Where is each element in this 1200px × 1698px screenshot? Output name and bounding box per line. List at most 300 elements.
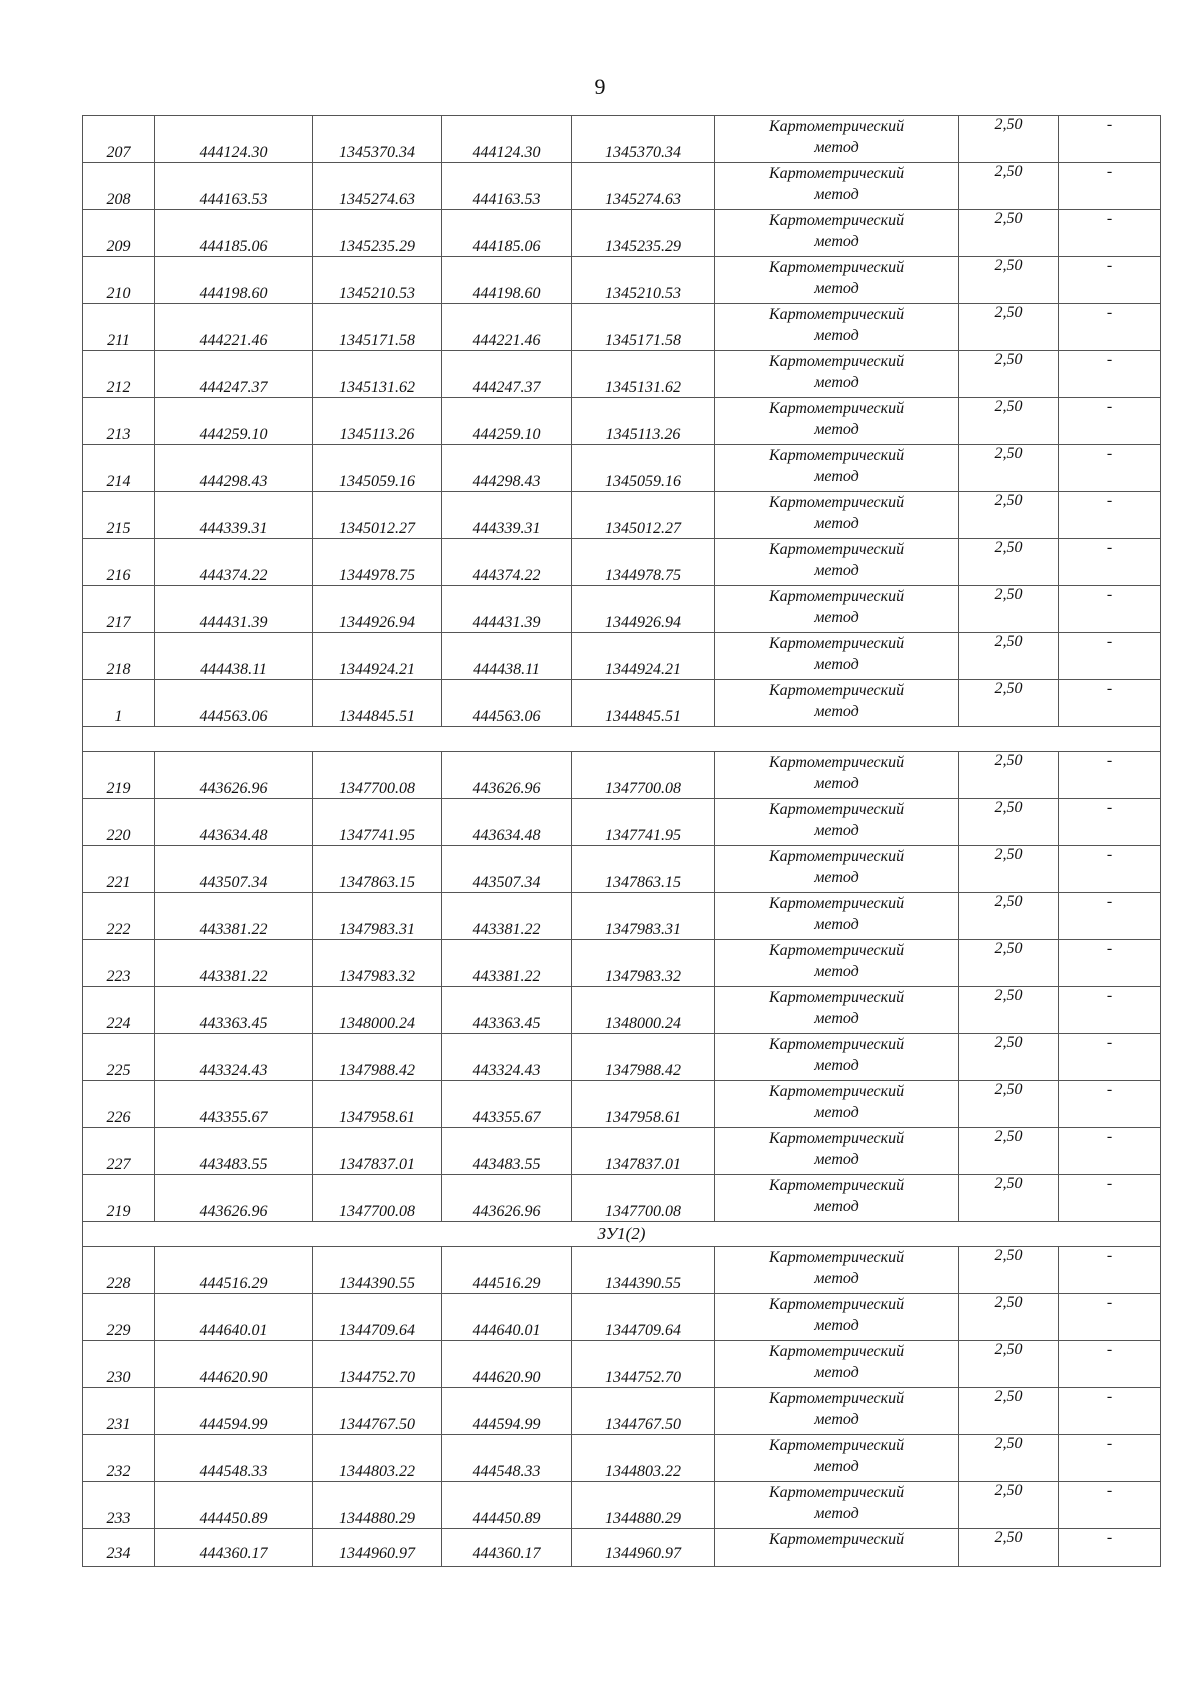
point-number-cell: 219: [83, 1175, 155, 1222]
y-new-cell: 1347700.08: [572, 1175, 715, 1222]
x-existing-cell: 444620.90: [155, 1341, 313, 1388]
accuracy-cell: 2,50: [959, 163, 1059, 210]
note-cell: -: [1059, 987, 1161, 1034]
y-new-cell: 1347958.61: [572, 1081, 715, 1128]
table-row: [83, 1175, 1161, 1222]
accuracy-cell: 2,50: [959, 846, 1059, 893]
method-line-1: Картометрический: [768, 212, 905, 229]
y-new-cell: 1344960.97: [572, 1529, 715, 1567]
method-line-2: метод: [814, 609, 859, 626]
note-cell: -: [1059, 1128, 1161, 1175]
x-new-cell: 444640.01: [442, 1294, 572, 1341]
point-number-cell: 210: [83, 257, 155, 304]
point-number-cell: 211: [83, 304, 155, 351]
table-row: [83, 799, 1161, 846]
method-line-2: метод: [814, 374, 859, 391]
x-new-cell: 444563.06: [442, 680, 572, 727]
accuracy-cell: 2,50: [959, 304, 1059, 351]
method-cell: [715, 893, 959, 940]
x-new-cell: 443483.55: [442, 1128, 572, 1175]
x-existing-cell: 444124.30: [155, 116, 313, 163]
point-number-cell: 215: [83, 492, 155, 539]
point-number-cell: 207: [83, 116, 155, 163]
method-cell: [715, 210, 959, 257]
method-line-2: метод: [814, 327, 859, 344]
table-row: [83, 445, 1161, 492]
table-row: [83, 1388, 1161, 1435]
note-cell: -: [1059, 351, 1161, 398]
note-cell: -: [1059, 1341, 1161, 1388]
accuracy-cell: 2,50: [959, 987, 1059, 1034]
x-new-cell: 443324.43: [442, 1034, 572, 1081]
y-existing-cell: 1344978.75: [313, 539, 442, 586]
note-cell: -: [1059, 680, 1161, 727]
table-row: [83, 1529, 1161, 1567]
x-new-cell: 443626.96: [442, 752, 572, 799]
accuracy-cell: 2,50: [959, 1388, 1059, 1435]
method-line-2: метод: [814, 1104, 859, 1121]
x-existing-cell: 443381.22: [155, 893, 313, 940]
y-new-cell: 1347988.42: [572, 1034, 715, 1081]
table-row: [83, 116, 1161, 163]
method-line-2: метод: [814, 562, 859, 579]
section-header-row-cell: ЗУ1(2): [83, 1222, 1161, 1247]
method-cell: [715, 680, 959, 727]
y-existing-cell: 1345274.63: [313, 163, 442, 210]
table-row: [83, 987, 1161, 1034]
note-cell: -: [1059, 1294, 1161, 1341]
method-line-2: метод: [814, 139, 859, 156]
method-line-1: Картометрический: [768, 1437, 905, 1454]
y-existing-cell: 1345012.27: [313, 492, 442, 539]
accuracy-cell: 2,50: [959, 799, 1059, 846]
method-line-1: Картометрический: [768, 989, 905, 1006]
y-new-cell: 1347837.01: [572, 1128, 715, 1175]
table-row: [83, 1435, 1161, 1482]
method-line-1: Картометрический: [768, 1083, 905, 1100]
table-row: [83, 1247, 1161, 1294]
note-cell: -: [1059, 1081, 1161, 1128]
note-cell: -: [1059, 492, 1161, 539]
y-existing-cell: 1347837.01: [313, 1128, 442, 1175]
y-new-cell: 1347741.95: [572, 799, 715, 846]
x-new-cell: 443381.22: [442, 893, 572, 940]
point-number-cell: 226: [83, 1081, 155, 1128]
x-existing-cell: 444247.37: [155, 351, 313, 398]
accuracy-cell: 2,50: [959, 1529, 1059, 1567]
y-existing-cell: 1345113.26: [313, 398, 442, 445]
y-new-cell: 1345210.53: [572, 257, 715, 304]
method-cell: [715, 398, 959, 445]
method-line-1: Картометрический: [768, 165, 905, 182]
accuracy-cell: 2,50: [959, 210, 1059, 257]
y-new-cell: 1344767.50: [572, 1388, 715, 1435]
x-new-cell: 444620.90: [442, 1341, 572, 1388]
y-new-cell: 1345235.29: [572, 210, 715, 257]
point-number-cell: 1: [83, 680, 155, 727]
accuracy-cell: 2,50: [959, 257, 1059, 304]
y-existing-cell: 1344767.50: [313, 1388, 442, 1435]
point-number-cell: 217: [83, 586, 155, 633]
method-cell: [715, 1081, 959, 1128]
note-cell: -: [1059, 1482, 1161, 1529]
method-line-2: метод: [814, 1411, 859, 1428]
table-row: [83, 1294, 1161, 1341]
method-line-2: метод: [814, 1010, 859, 1027]
note-cell: -: [1059, 799, 1161, 846]
method-cell: [715, 1529, 959, 1567]
point-number-cell: 225: [83, 1034, 155, 1081]
method-cell: [715, 633, 959, 680]
y-existing-cell: 1345370.34: [313, 116, 442, 163]
accuracy-cell: 2,50: [959, 398, 1059, 445]
x-existing-cell: 443483.55: [155, 1128, 313, 1175]
method-line-1: Картометрический: [768, 306, 905, 323]
x-new-cell: 443626.96: [442, 1175, 572, 1222]
method-line-2: метод: [814, 1458, 859, 1475]
table-row: [83, 351, 1161, 398]
method-line-1: Картометрический: [768, 447, 905, 464]
y-new-cell: 1344924.21: [572, 633, 715, 680]
method-line-1: Картометрический: [768, 848, 905, 865]
y-new-cell: 1345113.26: [572, 398, 715, 445]
method-cell: [715, 163, 959, 210]
method-line-1: Картометрический: [768, 118, 905, 135]
method-cell: [715, 1128, 959, 1175]
table-row: [83, 1034, 1161, 1081]
point-number-cell: 224: [83, 987, 155, 1034]
method-cell: [715, 1294, 959, 1341]
method-line-2: метод: [814, 1198, 859, 1215]
accuracy-cell: 2,50: [959, 1294, 1059, 1341]
point-number-cell: 218: [83, 633, 155, 680]
x-existing-cell: 444431.39: [155, 586, 313, 633]
accuracy-cell: 2,50: [959, 539, 1059, 586]
x-existing-cell: 444548.33: [155, 1435, 313, 1482]
method-line-1: Картометрический: [768, 1484, 905, 1501]
method-line-1: Картометрический: [768, 1390, 905, 1407]
method-cell: [715, 304, 959, 351]
method-line-2: метод: [814, 963, 859, 980]
method-line-2: метод: [814, 1270, 859, 1287]
table-row: [83, 539, 1161, 586]
note-cell: -: [1059, 257, 1161, 304]
y-existing-cell: 1347988.42: [313, 1034, 442, 1081]
point-number-cell: 221: [83, 846, 155, 893]
y-existing-cell: 1344709.64: [313, 1294, 442, 1341]
y-new-cell: 1345131.62: [572, 351, 715, 398]
method-cell: [715, 1388, 959, 1435]
table-row: [83, 1081, 1161, 1128]
page-number: 9: [594, 74, 606, 99]
method-line-1: Картометрический: [768, 400, 905, 417]
point-number-cell: 230: [83, 1341, 155, 1388]
method-line-1: Картометрический: [768, 682, 905, 699]
method-line-1: Картометрический: [768, 635, 905, 652]
table-row: [83, 586, 1161, 633]
method-line-2: метод: [814, 822, 859, 839]
x-new-cell: 444339.31: [442, 492, 572, 539]
table-row: [83, 940, 1161, 987]
y-existing-cell: 1344752.70: [313, 1341, 442, 1388]
x-existing-cell: 444339.31: [155, 492, 313, 539]
x-new-cell: 444185.06: [442, 210, 572, 257]
point-number-cell: 231: [83, 1388, 155, 1435]
method-line-2: метод: [814, 1505, 859, 1522]
y-new-cell: 1347983.32: [572, 940, 715, 987]
y-new-cell: 1344709.64: [572, 1294, 715, 1341]
x-existing-cell: 443355.67: [155, 1081, 313, 1128]
x-new-cell: 444360.17: [442, 1529, 572, 1567]
y-existing-cell: 1345059.16: [313, 445, 442, 492]
y-existing-cell: 1347958.61: [313, 1081, 442, 1128]
y-existing-cell: 1345210.53: [313, 257, 442, 304]
accuracy-cell: 2,50: [959, 1341, 1059, 1388]
accuracy-cell: 2,50: [959, 1034, 1059, 1081]
method-line-2: метод: [814, 468, 859, 485]
point-number-cell: 220: [83, 799, 155, 846]
y-new-cell: 1344978.75: [572, 539, 715, 586]
method-cell: [715, 1175, 959, 1222]
x-existing-cell: 443634.48: [155, 799, 313, 846]
x-existing-cell: 444640.01: [155, 1294, 313, 1341]
note-cell: -: [1059, 539, 1161, 586]
accuracy-cell: 2,50: [959, 116, 1059, 163]
method-line-1: Картометрический: [768, 895, 905, 912]
method-cell: [715, 1435, 959, 1482]
note-cell: -: [1059, 1435, 1161, 1482]
x-new-cell: 444374.22: [442, 539, 572, 586]
x-existing-cell: 443363.45: [155, 987, 313, 1034]
x-existing-cell: 444259.10: [155, 398, 313, 445]
method-line-2: метод: [814, 515, 859, 532]
x-existing-cell: 443507.34: [155, 846, 313, 893]
accuracy-cell: 2,50: [959, 351, 1059, 398]
y-existing-cell: 1345131.62: [313, 351, 442, 398]
x-new-cell: 444124.30: [442, 116, 572, 163]
x-existing-cell: 444198.60: [155, 257, 313, 304]
method-line-2: метод: [814, 1151, 859, 1168]
method-line-2: метод: [814, 656, 859, 673]
method-line-1: Картометрический: [768, 1249, 905, 1266]
table-row: [83, 398, 1161, 445]
x-existing-cell: 443324.43: [155, 1034, 313, 1081]
y-existing-cell: 1344926.94: [313, 586, 442, 633]
method-line-1: Картометрический: [768, 1531, 905, 1548]
point-number-cell: 208: [83, 163, 155, 210]
y-new-cell: 1347983.31: [572, 893, 715, 940]
accuracy-cell: 2,50: [959, 940, 1059, 987]
y-existing-cell: 1344803.22: [313, 1435, 442, 1482]
x-existing-cell: 444516.29: [155, 1247, 313, 1294]
point-number-cell: 213: [83, 398, 155, 445]
x-existing-cell: 444450.89: [155, 1482, 313, 1529]
table-row: [83, 752, 1161, 799]
method-line-2: метод: [814, 280, 859, 297]
y-new-cell: 1345274.63: [572, 163, 715, 210]
y-existing-cell: 1347983.31: [313, 893, 442, 940]
x-new-cell: 444450.89: [442, 1482, 572, 1529]
y-existing-cell: 1347700.08: [313, 1175, 442, 1222]
method-cell: [715, 116, 959, 163]
y-new-cell: 1347700.08: [572, 752, 715, 799]
x-new-cell: 443363.45: [442, 987, 572, 1034]
table-row: [83, 1341, 1161, 1388]
y-new-cell: 1345059.16: [572, 445, 715, 492]
method-line-2: метод: [814, 1364, 859, 1381]
note-cell: -: [1059, 398, 1161, 445]
x-new-cell: 443507.34: [442, 846, 572, 893]
method-line-2: метод: [814, 775, 859, 792]
method-cell: [715, 752, 959, 799]
method-line-1: Картометрический: [768, 1036, 905, 1053]
method-cell: [715, 492, 959, 539]
x-existing-cell: 444438.11: [155, 633, 313, 680]
accuracy-cell: 2,50: [959, 1435, 1059, 1482]
accuracy-cell: 2,50: [959, 1081, 1059, 1128]
x-existing-cell: 443626.96: [155, 1175, 313, 1222]
note-cell: -: [1059, 893, 1161, 940]
table-row: [83, 893, 1161, 940]
method-line-2: метод: [814, 916, 859, 933]
method-cell: [715, 351, 959, 398]
y-existing-cell: 1347741.95: [313, 799, 442, 846]
point-number-cell: 216: [83, 539, 155, 586]
accuracy-cell: 2,50: [959, 752, 1059, 799]
note-cell: -: [1059, 586, 1161, 633]
x-new-cell: 444548.33: [442, 1435, 572, 1482]
accuracy-cell: 2,50: [959, 633, 1059, 680]
note-cell: -: [1059, 1175, 1161, 1222]
point-number-cell: 212: [83, 351, 155, 398]
y-existing-cell: 1344390.55: [313, 1247, 442, 1294]
method-cell: [715, 1341, 959, 1388]
x-existing-cell: 443381.22: [155, 940, 313, 987]
table-body: [83, 116, 1161, 1567]
x-existing-cell: 444594.99: [155, 1388, 313, 1435]
point-number-cell: 222: [83, 893, 155, 940]
method-line-1: Картометрический: [768, 1177, 905, 1194]
method-line-1: Картометрический: [768, 1130, 905, 1147]
note-cell: -: [1059, 210, 1161, 257]
accuracy-cell: 2,50: [959, 1247, 1059, 1294]
y-existing-cell: 1345171.58: [313, 304, 442, 351]
x-new-cell: 444247.37: [442, 351, 572, 398]
method-cell: [715, 1247, 959, 1294]
y-new-cell: 1344803.22: [572, 1435, 715, 1482]
point-number-cell: 233: [83, 1482, 155, 1529]
x-new-cell: 444221.46: [442, 304, 572, 351]
method-line-2: метод: [814, 703, 859, 720]
y-new-cell: 1344845.51: [572, 680, 715, 727]
accuracy-cell: 2,50: [959, 445, 1059, 492]
table-row: [83, 304, 1161, 351]
y-new-cell: 1344390.55: [572, 1247, 715, 1294]
y-new-cell: 1345171.58: [572, 304, 715, 351]
x-new-cell: 444163.53: [442, 163, 572, 210]
y-new-cell: 1344752.70: [572, 1341, 715, 1388]
table-row: [83, 1128, 1161, 1175]
x-existing-cell: 443626.96: [155, 752, 313, 799]
note-cell: -: [1059, 1388, 1161, 1435]
x-existing-cell: 444360.17: [155, 1529, 313, 1567]
table-row: [83, 846, 1161, 893]
point-number-cell: 228: [83, 1247, 155, 1294]
table-row: [83, 492, 1161, 539]
y-new-cell: 1348000.24: [572, 987, 715, 1034]
x-new-cell: 444438.11: [442, 633, 572, 680]
note-cell: -: [1059, 163, 1161, 210]
note-cell: -: [1059, 752, 1161, 799]
coordinates-table: [82, 115, 1161, 1567]
table-row: [83, 680, 1161, 727]
y-existing-cell: 1347700.08: [313, 752, 442, 799]
method-cell: [715, 846, 959, 893]
method-line-1: Картометрический: [768, 1296, 905, 1313]
accuracy-cell: 2,50: [959, 1128, 1059, 1175]
x-new-cell: 443634.48: [442, 799, 572, 846]
method-line-2: метод: [814, 1317, 859, 1334]
method-line-1: Картометрический: [768, 801, 905, 818]
method-line-2: метод: [814, 421, 859, 438]
y-new-cell: 1345012.27: [572, 492, 715, 539]
point-number-cell: 219: [83, 752, 155, 799]
method-line-2: метод: [814, 186, 859, 203]
method-cell: [715, 799, 959, 846]
method-line-2: метод: [814, 233, 859, 250]
method-line-2: метод: [814, 869, 859, 886]
note-cell: -: [1059, 846, 1161, 893]
accuracy-cell: 2,50: [959, 680, 1059, 727]
method-cell: [715, 987, 959, 1034]
x-new-cell: 444259.10: [442, 398, 572, 445]
method-cell: [715, 1482, 959, 1529]
x-new-cell: 443381.22: [442, 940, 572, 987]
point-number-cell: 227: [83, 1128, 155, 1175]
y-new-cell: 1344880.29: [572, 1482, 715, 1529]
spacer-row: [83, 727, 1161, 752]
x-new-cell: 444298.43: [442, 445, 572, 492]
x-existing-cell: 444221.46: [155, 304, 313, 351]
point-number-cell: 209: [83, 210, 155, 257]
spacer-row-cell: [83, 727, 1161, 752]
y-new-cell: 1344926.94: [572, 586, 715, 633]
y-existing-cell: 1345235.29: [313, 210, 442, 257]
point-number-cell: 234: [83, 1529, 155, 1567]
point-number-cell: 223: [83, 940, 155, 987]
y-new-cell: 1347863.15: [572, 846, 715, 893]
method-line-1: Картометрический: [768, 541, 905, 558]
point-number-cell: 214: [83, 445, 155, 492]
section-header-row: [83, 1222, 1161, 1247]
accuracy-cell: 2,50: [959, 1482, 1059, 1529]
method-line-1: Картометрический: [768, 353, 905, 370]
y-new-cell: 1345370.34: [572, 116, 715, 163]
method-line-1: Картометрический: [768, 754, 905, 771]
point-number-cell: 229: [83, 1294, 155, 1341]
y-existing-cell: 1344845.51: [313, 680, 442, 727]
x-existing-cell: 444163.53: [155, 163, 313, 210]
note-cell: -: [1059, 1529, 1161, 1567]
x-existing-cell: 444374.22: [155, 539, 313, 586]
method-cell: [715, 1034, 959, 1081]
method-line-1: Картометрический: [768, 494, 905, 511]
note-cell: -: [1059, 304, 1161, 351]
accuracy-cell: 2,50: [959, 492, 1059, 539]
point-number-cell: 232: [83, 1435, 155, 1482]
note-cell: -: [1059, 445, 1161, 492]
note-cell: -: [1059, 940, 1161, 987]
